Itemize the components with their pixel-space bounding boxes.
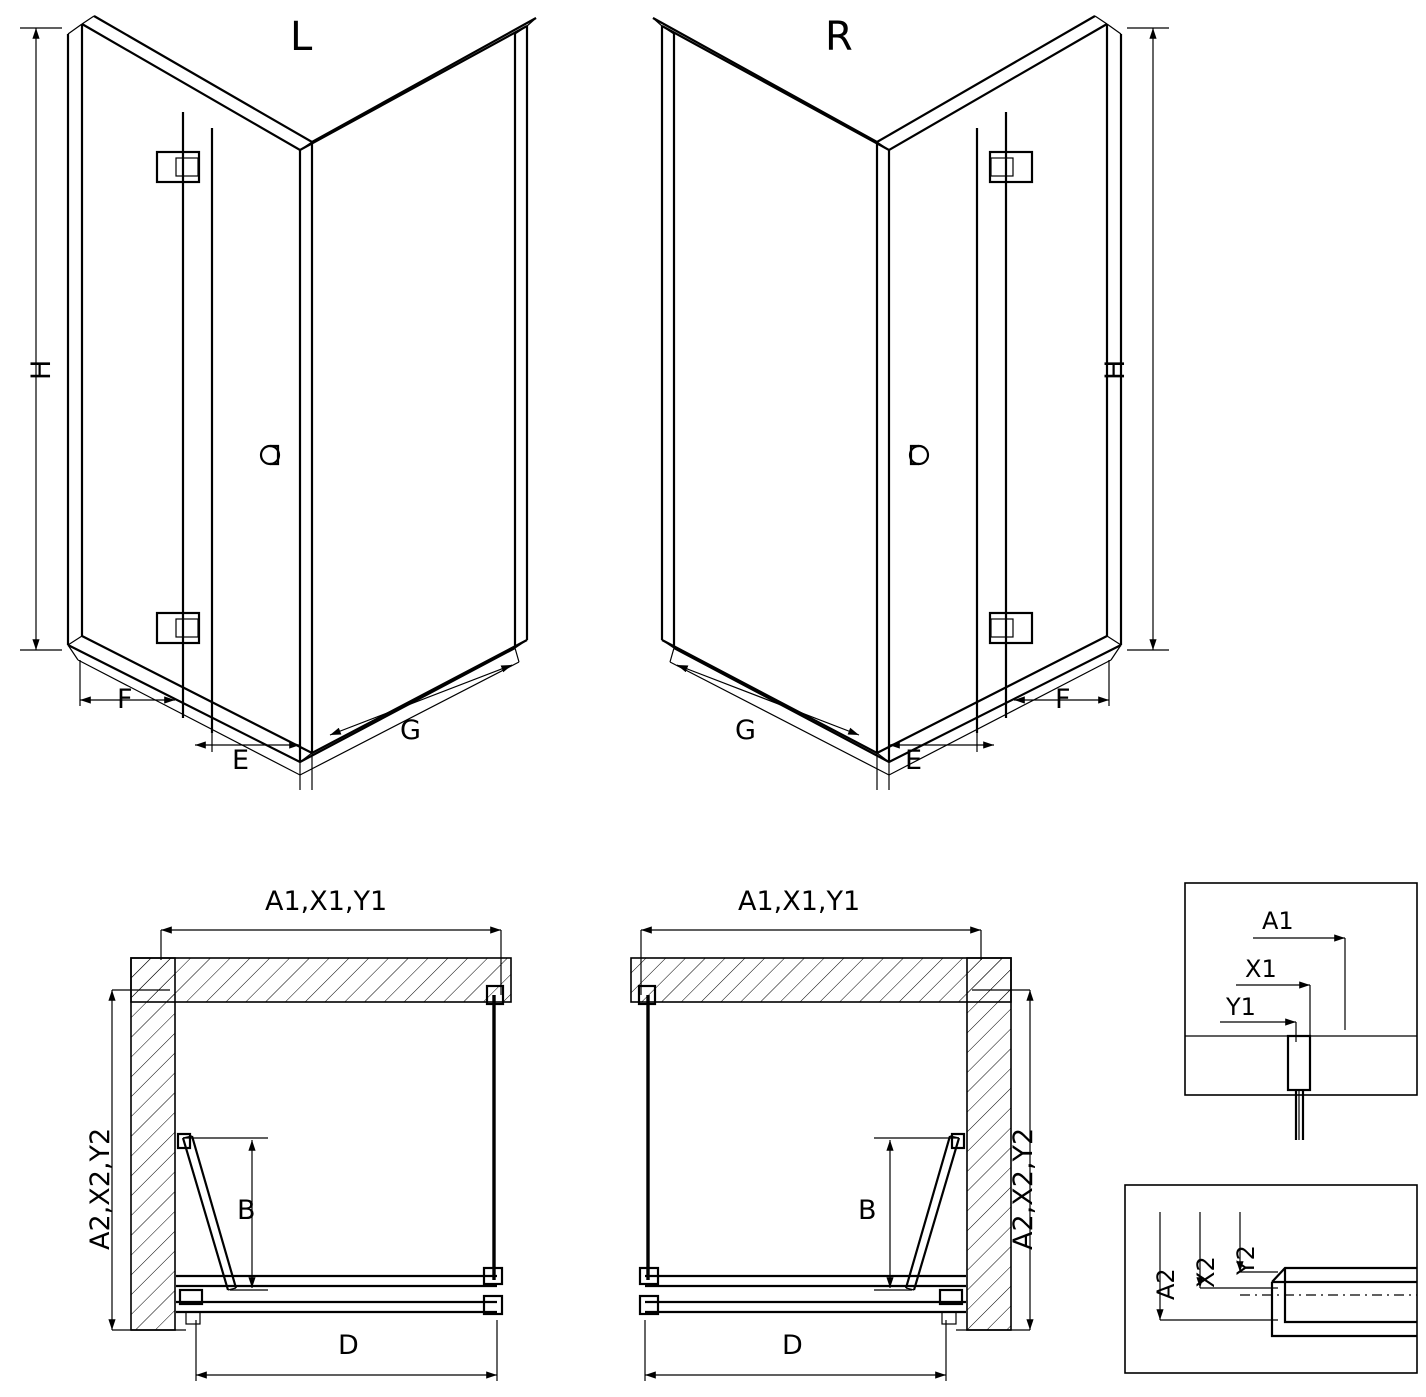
detail-top-dim-x1: X1 (1245, 955, 1277, 983)
iso-left-g-label: G (400, 715, 421, 746)
iso-right-height-label: H (1100, 359, 1131, 380)
plan-left-bottom-dim: D (338, 1330, 359, 1361)
iso-left-f-label: F (117, 684, 133, 715)
detail-top-dim-y1: Y1 (1226, 993, 1256, 1021)
plan-right-side-dim: A2,X2,Y2 (1008, 1127, 1039, 1250)
iso-right-f-label: F (1055, 684, 1071, 715)
plan-right-top-dim: A1,X1,Y1 (738, 886, 861, 917)
detail-bottom-dim-a2: A2 (1152, 1268, 1180, 1300)
plan-view-right (631, 930, 1030, 1381)
plan-left-inner-dim: B (237, 1195, 256, 1226)
plan-right-bottom-dim: D (782, 1330, 803, 1361)
detail-bottom-dim-y2: Y2 (1232, 1245, 1260, 1275)
detail-top-dim-a1: A1 (1262, 907, 1294, 935)
plan-left-side-dim: A2,X2,Y2 (85, 1127, 116, 1250)
plan-left-top-dim: A1,X1,Y1 (265, 886, 388, 917)
iso-left-height-label: H (26, 359, 57, 380)
iso-right-g-label: G (735, 715, 756, 746)
plan-view-left (112, 930, 511, 1381)
iso-view-right (653, 16, 1169, 790)
iso-left-title: L (290, 14, 313, 60)
iso-view-left (20, 16, 536, 790)
iso-right-title: R (825, 14, 853, 60)
detail-bottom-dim-x2: X2 (1192, 1256, 1220, 1288)
iso-right-e-label: E (905, 745, 923, 776)
iso-left-e-label: E (232, 745, 250, 776)
detail-view-top (1185, 883, 1417, 1140)
plan-right-inner-dim: B (858, 1195, 877, 1226)
